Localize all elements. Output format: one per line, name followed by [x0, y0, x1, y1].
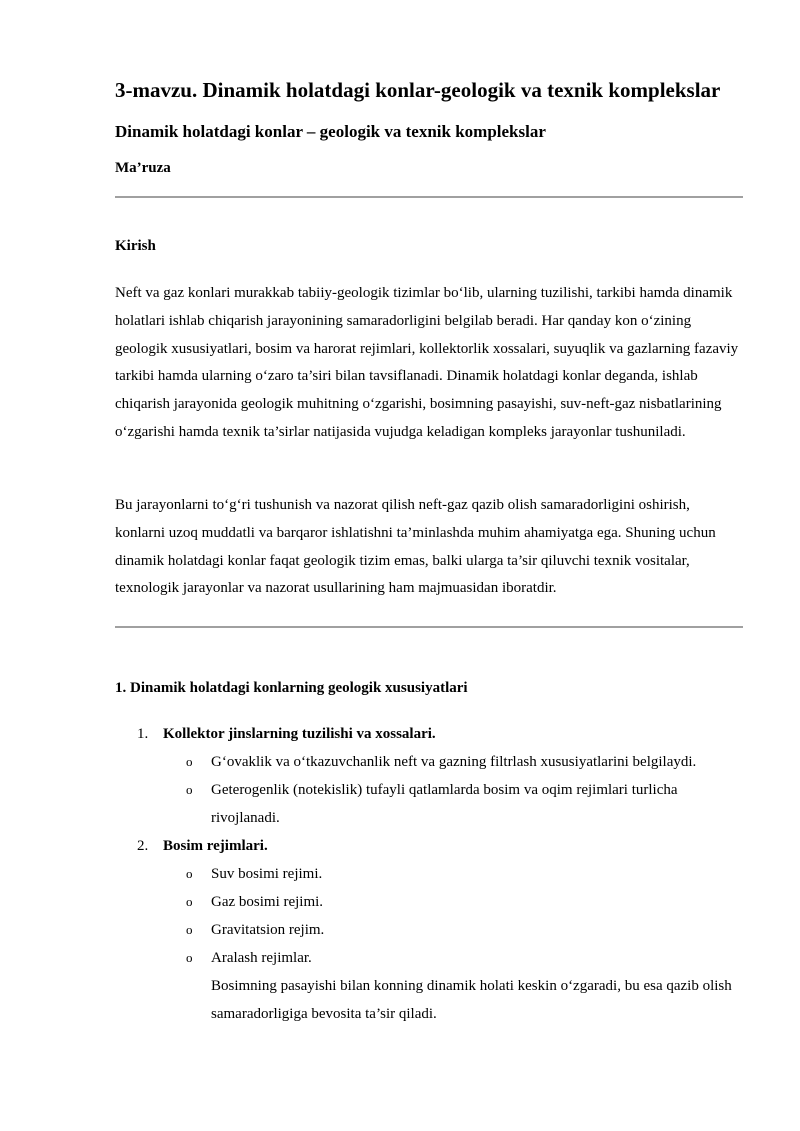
section-1-list	[115, 720, 743, 1028]
bullet-icon: o	[186, 866, 193, 881]
document-type-label: Ma’ruza	[115, 160, 171, 176]
sublist-container	[115, 860, 743, 1028]
sublist-pressure	[115, 860, 743, 1028]
sublist-item	[115, 888, 743, 916]
sublist-item	[115, 916, 743, 944]
bullet-icon: o	[186, 754, 193, 769]
list-number: 2.	[137, 838, 149, 854]
intro-paragraph-2: Bu jarayonlarni to‘g‘ri tushunish va nazorat qilish neft-gaz qazib olish samaradorligini oshirish, konlarni uzoq muddatli va barqaror ishlatishni ta’minlashda muhim ahamiyatga ega. Shuning uchun dinamik holatdagi konlar faqat geologik tizim emas, balki ularga ta’sir qiluvchi texnik vositalar, texnologik jarayonlar va nazorat usullarining ham majmuasidan iboratdir.	[115, 497, 716, 597]
sublist-item	[115, 748, 743, 776]
divider-top	[115, 196, 743, 198]
bullet-icon: o	[186, 894, 193, 909]
list-item-pressure	[115, 832, 743, 860]
sublist-item-text: G‘ovaklik va o‘tkazuvchanlik neft va gazning filtrlash xususiyatlarini belgilaydi.	[211, 754, 697, 770]
document-content	[115, 76, 743, 1022]
divider-middle	[115, 626, 743, 628]
sublist-item-text: Geterogenlik (notekislik) tufayli qatlamlarda bosim va oqim rejimlari turlicha rivojlanadi.	[211, 782, 678, 826]
sublist-item	[115, 860, 743, 888]
sublist-item-text: Suv bosimi rejimi.	[211, 866, 323, 882]
intro-heading: Kirish	[115, 238, 156, 254]
list-item-title: Bosim rejimlari.	[163, 838, 268, 854]
bullet-icon: o	[186, 782, 193, 797]
sublist-item	[115, 776, 743, 832]
sublist-note: Bosimning pasayishi bilan konning dinamik holati keskin o‘zgaradi, bu esa qazib olish samaradorligiga bevosita ta’sir qiladi.	[211, 978, 732, 1022]
page-title: 3-mavzu. Dinamik holatdagi konlar-geologik va texnik komplekslar	[115, 78, 721, 102]
list-item-collector	[115, 720, 743, 748]
sublist-item-text: Gravitatsion rejim.	[211, 922, 325, 938]
list-number: 1.	[137, 726, 149, 742]
sublist-collector	[115, 748, 743, 832]
sublist-item	[115, 944, 743, 972]
bullet-icon: o	[186, 950, 193, 965]
sublist-item-text: Gaz bosimi rejimi.	[211, 894, 324, 910]
sublist-item-text: Aralash rejimlar.	[211, 950, 312, 966]
bullet-icon: o	[186, 922, 193, 937]
intro-paragraph-1: Neft va gaz konlari murakkab tabiiy-geologik tizimlar bo‘lib, ularning tuzilishi, tarkibi hamda dinamik holatlari ishlab chiqarish jarayonining samaradorligini belgilab beradi. Har qanday kon o‘zining geologik xususiyatlari, bosim va harorat rejimlari, kollektorlik xossalari, suyuqlik va gazlarning fazaviy tarkibi hamda ularning o‘zaro ta’siri bilan tavsiflanadi. Dinamik holatdagi konlar deganda, ishlab chiqarish jarayonida geologik muhitning o‘zgarishi, bosimning pasayishi, suv-neft-gaz nisbatlarining o‘zgarishi hamda texnik ta’sirlar natijasida vujudga keladigan kompleks jarayonlar tushuniladi.	[115, 285, 739, 440]
list-item-title: Kollektor jinslarning tuzilishi va xossalari.	[163, 726, 436, 742]
sublist-container	[115, 748, 743, 832]
section-1-heading: 1. Dinamik holatdagi konlarning geologik xususiyatlari	[115, 680, 468, 696]
page-subtitle: Dinamik holatdagi konlar – geologik va texnik komplekslar	[115, 122, 546, 141]
